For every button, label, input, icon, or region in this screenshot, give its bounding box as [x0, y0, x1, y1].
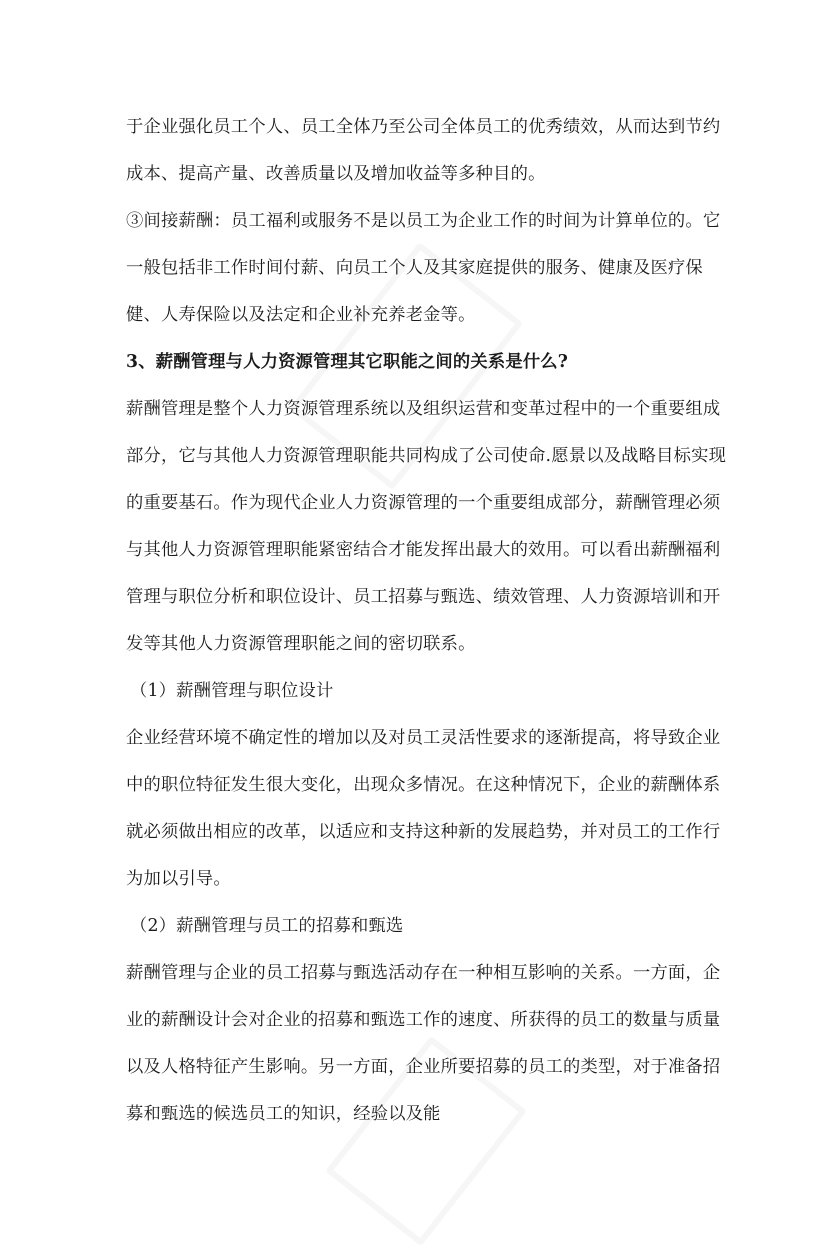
subsection-heading: （1）薪酬管理与职位设计 — [130, 681, 334, 701]
paragraph-line: 发等其他人力资源管理职能之间的密切联系。 — [126, 634, 476, 654]
section-heading: 3、薪酬管理与人力资源管理其它职能之间的关系是什么? — [126, 352, 569, 372]
paragraph-line: 管理与职位分析和职位设计、员工招募与甄选、绩效管理、人力资源培训和开 — [126, 587, 721, 607]
paragraph-line: 就必须做出相应的改革，以适应和支持这种新的发展趋势，并对员工的工作行 — [126, 822, 721, 842]
subsection-heading: （2）薪酬管理与员工的招募和甄选 — [130, 916, 404, 936]
paragraph-line: 于企业强化员工个人、员工全体乃至公司全体员工的优秀绩效，从而达到节约 — [126, 117, 721, 137]
paragraph-line: 部分，它与其他人力资源管理职能共同构成了公司使命.愿景以及战略目标实现 — [126, 446, 727, 466]
paragraph-line: 健、人寿保险以及法定和企业补充养老金等。 — [126, 305, 476, 325]
paragraph-line: 薪酬管理是整个人力资源管理系统以及组织运营和变革过程中的一个重要组成 — [126, 399, 721, 419]
paragraph-line: 业的薪酬设计会对企业的招募和甄选工作的速度、所获得的员工的数量与质量 — [126, 1010, 721, 1030]
paragraph-line: 成本、提高产量、改善质量以及增加收益等多种目的。 — [126, 164, 546, 184]
document-body — [126, 104, 727, 1138]
paragraph-line: 企业经营环境不确定性的增加以及对员工灵活性要求的逐渐提高，将导致企业 — [126, 728, 721, 748]
paragraph-line: 薪酬管理与企业的员工招募与甄选活动存在一种相互影响的关系。一方面，企 — [126, 963, 721, 983]
paragraph-line: 的重要基石。作为现代企业人力资源管理的一个重要组成部分，薪酬管理必须 — [126, 493, 721, 513]
paragraph-line: 为加以引导。 — [126, 869, 231, 889]
paragraph-line: 与其他人力资源管理职能紧密结合才能发挥出最大的效用。可以看出薪酬福利 — [126, 540, 721, 560]
paragraph-line: 一般包括非工作时间付薪、向员工个人及其家庭提供的服务、健康及医疗保 — [126, 258, 703, 278]
paragraph-line: 募和甄选的候选员工的知识，经验以及能 — [126, 1104, 441, 1124]
paragraph-line: ③间接薪酬：员工福利或服务不是以员工为企业工作的时间为计算单位的。它 — [126, 211, 721, 231]
paragraph-line: 以及人格特征产生影响。另一方面，企业所要招募的员工的类型，对于准备招 — [126, 1057, 721, 1077]
paragraph-line: 中的职位特征发生很大变化，出现众多情况。在这种情况下，企业的薪酬体系 — [126, 775, 721, 795]
